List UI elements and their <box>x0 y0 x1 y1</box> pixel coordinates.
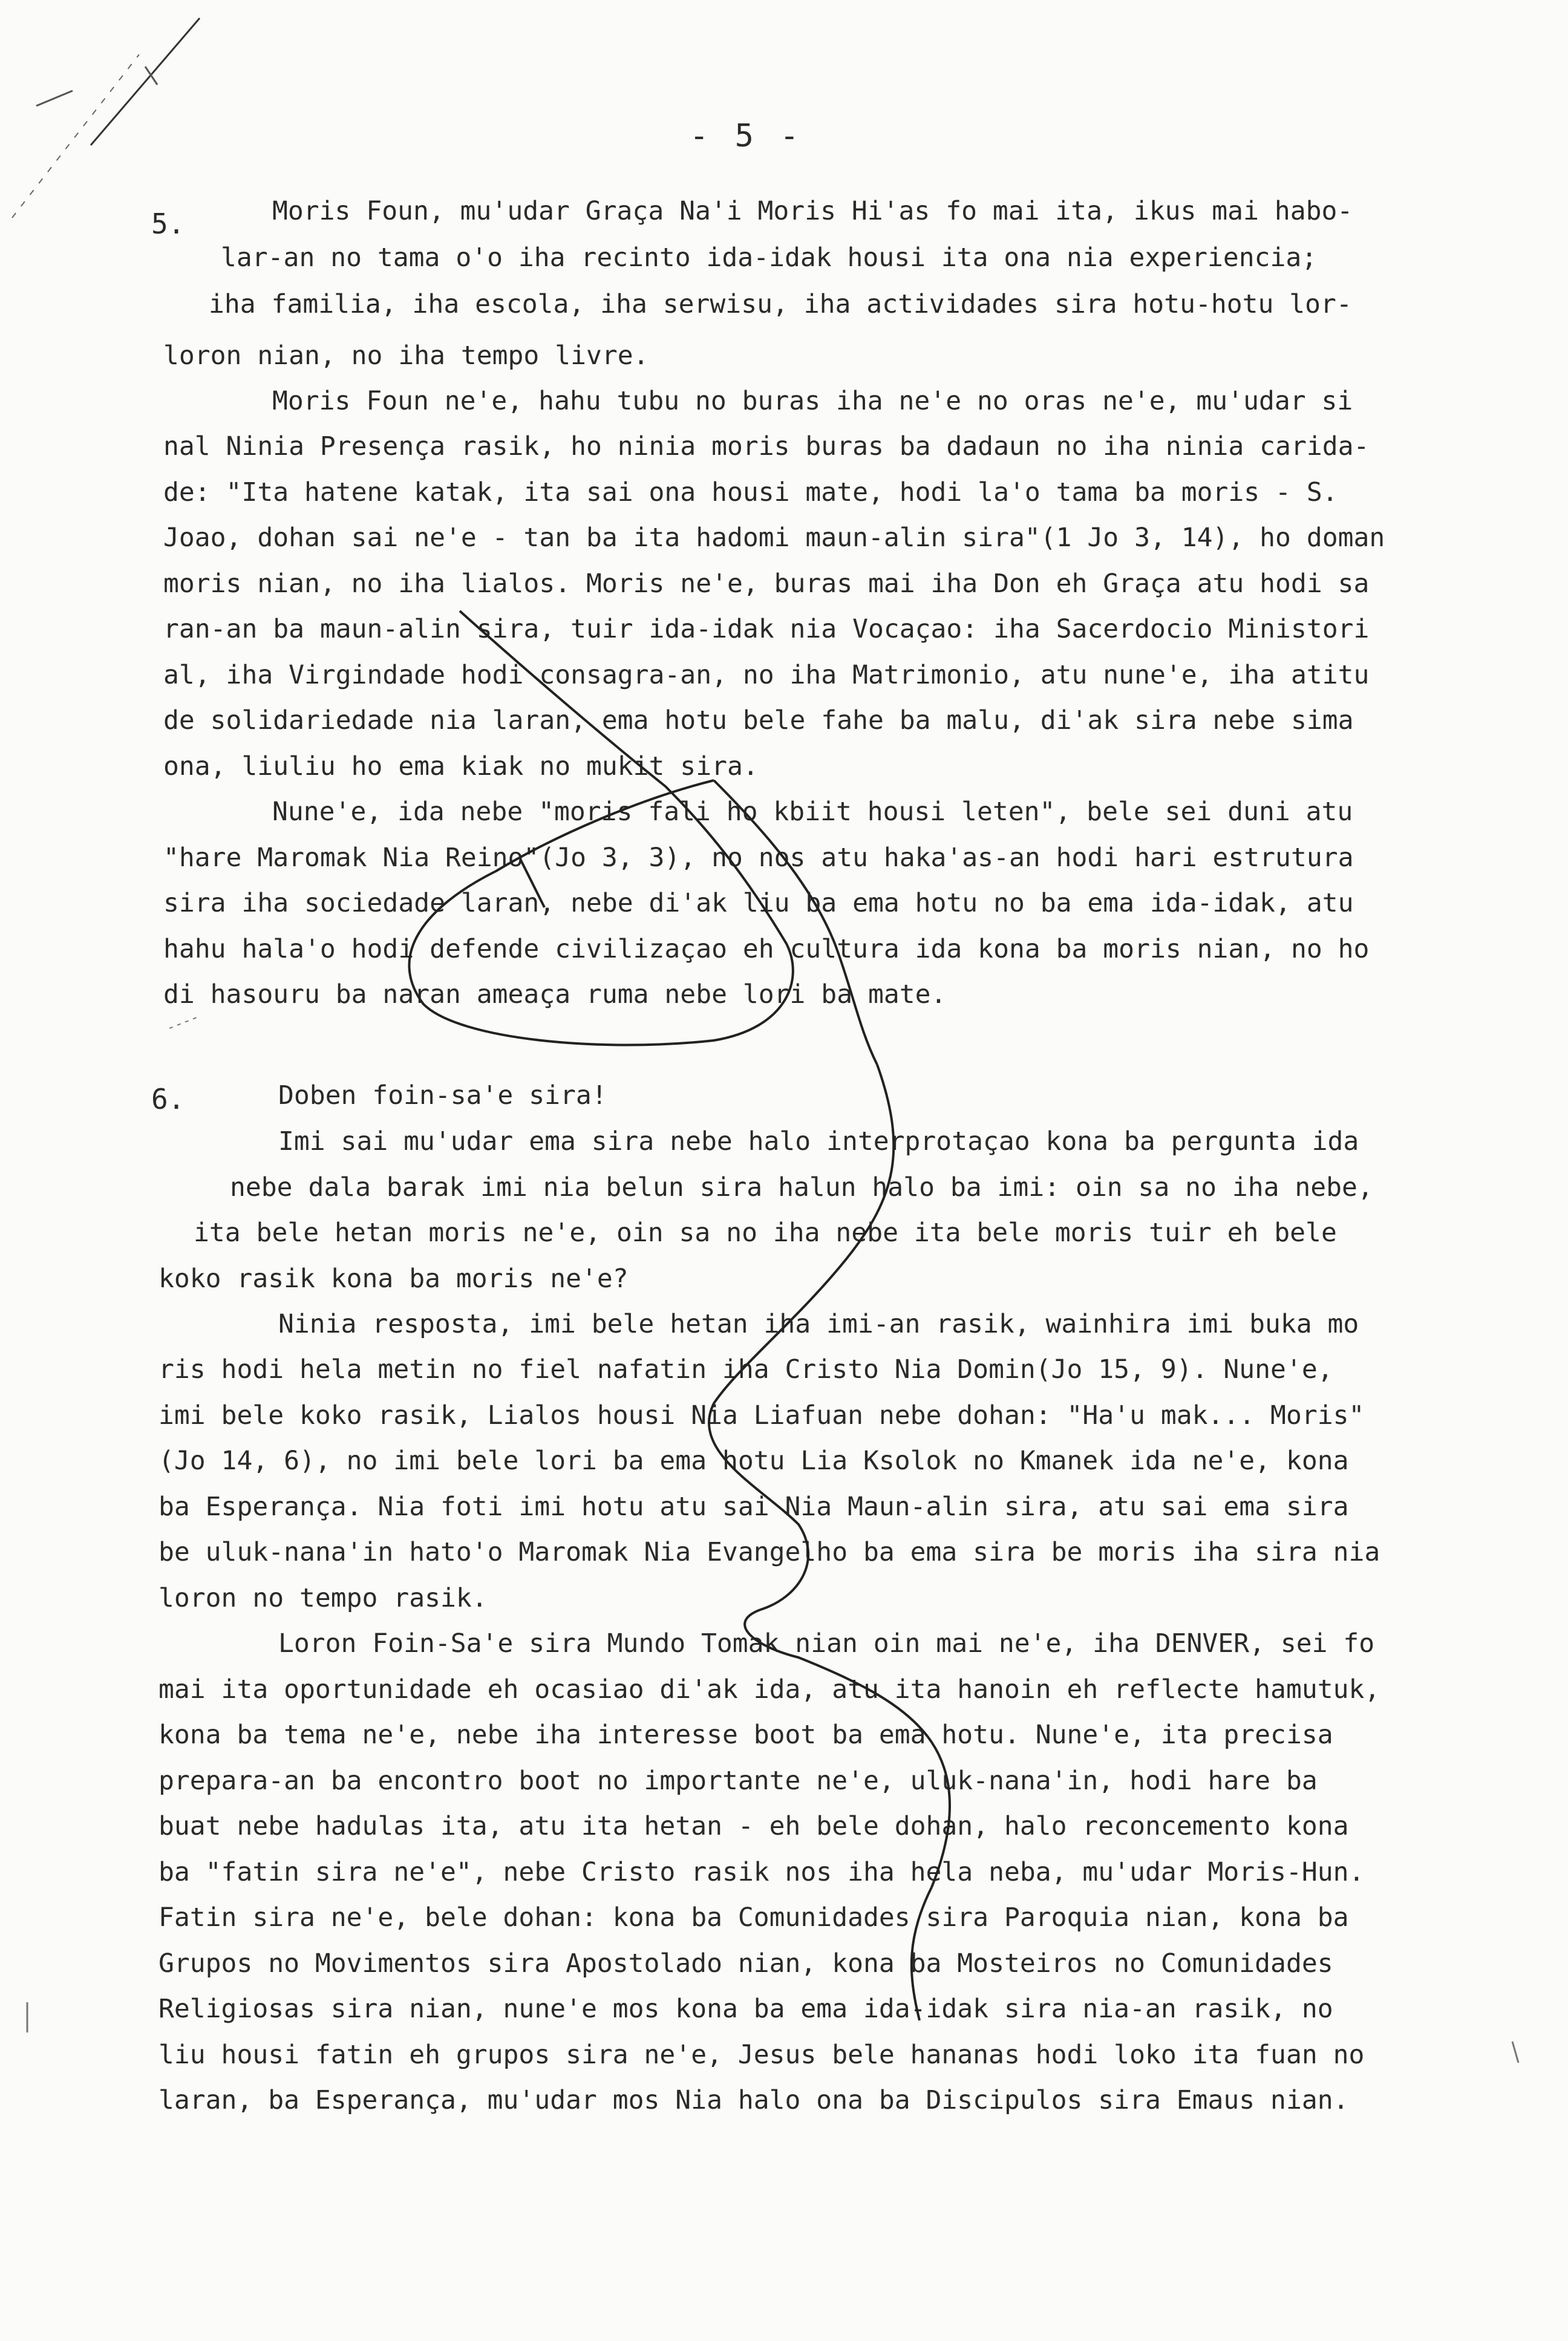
text-line: ita bele hetan moris ne'e, oin sa no iha nebe ita bele moris tuir eh bele <box>194 1218 1337 1248</box>
text-line: prepara-an ba encontro boot no importante ne'e, uluk-nana'in, hodi hare ba <box>158 1766 1318 1796</box>
section-number: 5. <box>151 207 185 240</box>
text-line: Fatin sira ne'e, bele dohan: kona ba Comunidades sira Paroquia nian, kona ba <box>158 1902 1349 1933</box>
text-line: "hare Maromak Nia Reino"(Jo 3, 3), no nos atu haka'as-an hodi hari estrutura <box>163 843 1354 873</box>
text-line: loron nian, no iha tempo livre. <box>163 341 649 371</box>
text-line: hahu hala'o hodi defende civilizaçao eh cultura ida kona ba moris nian, no ho <box>163 934 1370 964</box>
text-line: ran-an ba maun-alin sira, tuir ida-idak nia Vocaçao: iha Sacerdocio Ministori <box>163 614 1370 644</box>
text-line: Grupos no Movimentos sira Apostolado nian, kona ba Mosteiros no Comunidades <box>158 1948 1333 1979</box>
text-line: sira iha sociedade laran, nebe di'ak liu ba ema hotu no ba ema ida-idak, atu <box>163 888 1354 918</box>
text-line: Moris Foun ne'e, hahu tubu no buras iha ne'e no oras ne'e, mu'udar si <box>272 386 1353 416</box>
text-line: ba Esperança. Nia foti imi hotu atu sai Nia Maun-alin sira, atu sai ema sira <box>158 1492 1349 1522</box>
text-line: (Jo 14, 6), no imi bele lori ba ema hotu Lia Ksolok no Kmanek ida ne'e, kona <box>158 1446 1349 1476</box>
text-line: Nune'e, ida nebe "moris fali ho kbiit housi leten", bele sei duni atu <box>272 797 1353 827</box>
text-line: Moris Foun, mu'udar Graça Na'i Moris Hi'as fo mai ita, ikus mai habo- <box>272 196 1353 226</box>
text-line: imi bele koko rasik, Lialos housi Nia Liafuan nebe dohan: "Ha'u mak... Moris" <box>158 1400 1365 1431</box>
text-line: moris nian, no iha lialos. Moris ne'e, buras mai iha Don eh Graça atu hodi sa <box>163 569 1370 599</box>
text-line: laran, ba Esperança, mu'udar mos Nia halo ona ba Discipulos sira Emaus nian. <box>158 2085 1349 2115</box>
text-line: de: "Ita hatene katak, ita sai ona housi mate, hodi la'o tama ba moris - S. <box>163 477 1338 508</box>
text-line: buat nebe hadulas ita, atu ita hetan - eh bele dohan, halo reconcemento kona <box>158 1811 1349 1841</box>
text-line: iha familia, iha escola, iha serwisu, iha actividades sira hotu-hotu lor- <box>209 289 1352 319</box>
text-line: Doben foin-sa'e sira! <box>278 1080 607 1111</box>
text-line: Joao, dohan sai ne'e - tan ba ita hadomi maun-alin sira"(1 Jo 3, 14), ho doman <box>163 523 1385 553</box>
text-line: nebe dala barak imi nia belun sira halun halo ba imi: oin sa no iha nebe, <box>230 1172 1373 1203</box>
text-line: al, iha Virgindade hodi consagra-an, no iha Matrimonio, atu nune'e, iha atitu <box>163 660 1370 690</box>
text-line: loron no tempo rasik. <box>158 1583 488 1613</box>
text-line: di hasouru ba naran ameaça ruma nebe lori ba mate. <box>163 979 947 1010</box>
text-line: mai ita oportunidade eh ocasiao di'ak ida, atu ita hanoin eh reflecte hamutuk, <box>158 1674 1380 1705</box>
text-line: lar-an no tama o'o iha recinto ida-idak housi ita ona nia experiencia; <box>221 243 1318 273</box>
text-line: de solidariedade nia laran, ema hotu bele fahe ba malu, di'ak sira nebe sima <box>163 705 1354 736</box>
text-line: Religiosas sira nian, nune'e mos kona ba ema ida-idak sira nia-an rasik, no <box>158 1994 1333 2024</box>
text-line: Loron Foin-Sa'e sira Mundo Tomak nian oin mai ne'e, iha DENVER, sei fo <box>278 1628 1375 1659</box>
text-line: liu housi fatin eh grupos sira ne'e, Jesus bele hananas hodi loko ita fuan no <box>158 2040 1365 2070</box>
text-line: Ninia resposta, imi bele hetan iha imi-an rasik, wainhira imi buka mo <box>278 1309 1359 1339</box>
text-line: kona ba tema ne'e, nebe iha interesse boot ba ema hotu. Nune'e, ita precisa <box>158 1720 1333 1750</box>
text-line: Imi sai mu'udar ema sira nebe halo interprotaçao kona ba pergunta ida <box>278 1126 1359 1157</box>
page-number: - 5 - <box>690 118 803 154</box>
text-line: ba "fatin sira ne'e", nebe Cristo rasik nos iha hela neba, mu'udar Moris-Hun. <box>158 1857 1365 1887</box>
section-number: 6. <box>151 1083 185 1115</box>
text-line: koko rasik kona ba moris ne'e? <box>158 1264 629 1294</box>
text-line: be uluk-nana'in hato'o Maromak Nia Evangelho ba ema sira be moris iha sira nia <box>158 1537 1380 1567</box>
text-line: ris hodi hela metin no fiel nafatin iha Cristo Nia Domin(Jo 15, 9). Nune'e, <box>158 1354 1333 1385</box>
text-line: nal Ninia Presença rasik, ho ninia moris buras ba dadaun no iha ninia carida- <box>163 431 1370 462</box>
text-line: ona, liuliu ho ema kiak no mukit sira. <box>163 751 759 782</box>
